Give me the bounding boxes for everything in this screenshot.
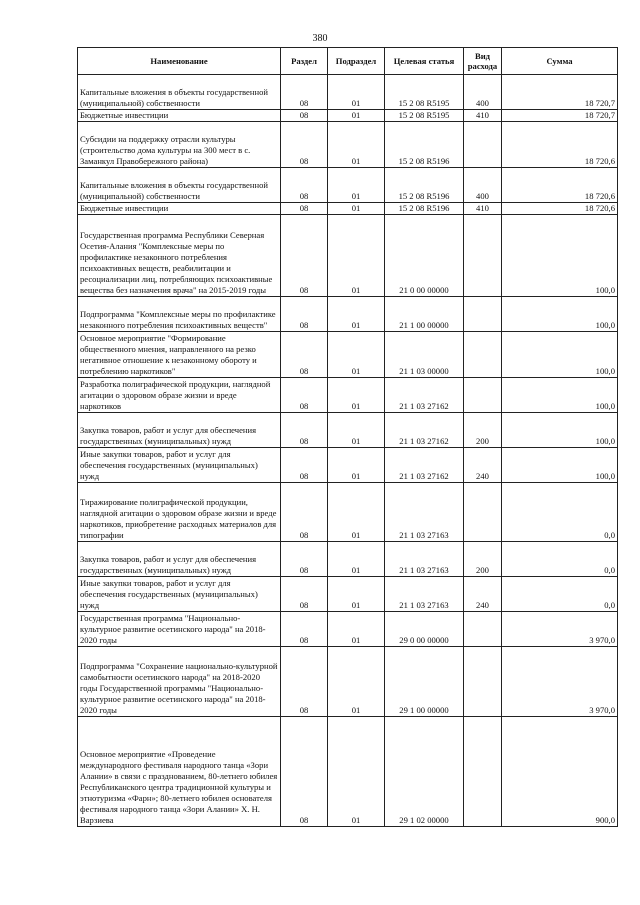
- row-type: [464, 612, 502, 647]
- table-header-row: [78, 48, 618, 75]
- table-row: [78, 448, 618, 483]
- row-amount: 18 720,6: [502, 122, 618, 168]
- row-subsection: 01: [328, 215, 385, 297]
- row-subsection: 01: [328, 75, 385, 110]
- row-target: 21 1 00 00000: [385, 297, 464, 332]
- header-subsection: Подраздел: [328, 48, 385, 75]
- row-name: Закупка товаров, работ и услуг для обеспечения государственных (муниципальных) нужд: [78, 542, 281, 577]
- row-target: 29 1 02 00000: [385, 717, 464, 827]
- row-subsection: 01: [328, 203, 385, 215]
- header-expense-type: Вид расхода: [464, 48, 502, 75]
- row-section: 08: [281, 448, 328, 483]
- row-subsection: 01: [328, 448, 385, 483]
- row-name: Иные закупки товаров, работ и услуг для обеспечения государственных (муниципальных) нужд: [78, 448, 281, 483]
- row-section: 08: [281, 542, 328, 577]
- row-type: [464, 215, 502, 297]
- row-type: [464, 483, 502, 542]
- row-amount: 18 720,7: [502, 75, 618, 110]
- row-target: 21 1 03 27163: [385, 542, 464, 577]
- row-name: Субсидии на поддержку отрасли культуры (строительство дома культуры на 300 мест в с. Заманкул Правобережного района): [78, 122, 281, 168]
- row-type: 200: [464, 413, 502, 448]
- budget-table: [77, 47, 618, 827]
- row-subsection: 01: [328, 717, 385, 827]
- row-target: 15 2 08 R5196: [385, 203, 464, 215]
- table-row: [78, 215, 618, 297]
- row-name: Разработка полиграфической продукции, наглядной агитации о здоровом образе жизни и вреде наркотиков: [78, 378, 281, 413]
- row-target: 21 0 00 00000: [385, 215, 464, 297]
- row-section: 08: [281, 75, 328, 110]
- page-number: 380: [312, 33, 328, 44]
- row-type: [464, 332, 502, 378]
- table-row: [78, 297, 618, 332]
- row-type: [464, 378, 502, 413]
- row-amount: 900,0: [502, 717, 618, 827]
- table-row: [78, 717, 618, 827]
- row-amount: 100,0: [502, 448, 618, 483]
- row-name: Капитальные вложения в объекты государственной (муниципальной) собственности: [78, 75, 281, 110]
- row-subsection: 01: [328, 122, 385, 168]
- row-section: 08: [281, 297, 328, 332]
- row-section: 08: [281, 647, 328, 717]
- row-amount: 0,0: [502, 483, 618, 542]
- row-section: 08: [281, 122, 328, 168]
- row-type: 410: [464, 203, 502, 215]
- header-target-article: Целевая статья: [385, 48, 464, 75]
- row-amount: 100,0: [502, 332, 618, 378]
- table-row: [78, 110, 618, 122]
- row-name: Иные закупки товаров, работ и услуг для обеспечения государственных (муниципальных) нужд: [78, 577, 281, 612]
- row-amount: 0,0: [502, 577, 618, 612]
- row-subsection: 01: [328, 332, 385, 378]
- row-target: 21 1 03 00000: [385, 332, 464, 378]
- row-amount: 3 970,0: [502, 647, 618, 717]
- row-type: [464, 717, 502, 827]
- row-target: 21 1 03 27162: [385, 413, 464, 448]
- row-section: 08: [281, 168, 328, 203]
- row-name: Государственная программа Республики Северная Осетия-Алания "Комплексные меры по профилактике незаконного потребления психоактивных веществ, реабилитации и ресоциализации лиц, потребляющих психоактивные вещества без назначения врача" на 2015-2019 годы: [78, 215, 281, 297]
- row-type: 200: [464, 542, 502, 577]
- table-row: [78, 542, 618, 577]
- row-section: 08: [281, 413, 328, 448]
- row-subsection: 01: [328, 647, 385, 717]
- row-target: 15 2 08 R5195: [385, 110, 464, 122]
- header-section: Раздел: [281, 48, 328, 75]
- row-section: 08: [281, 215, 328, 297]
- table-row: [78, 75, 618, 110]
- row-amount: 0,0: [502, 542, 618, 577]
- row-target: 21 1 03 27162: [385, 378, 464, 413]
- row-subsection: 01: [328, 542, 385, 577]
- row-amount: 100,0: [502, 413, 618, 448]
- row-section: 08: [281, 378, 328, 413]
- row-type: 240: [464, 577, 502, 612]
- row-target: 15 2 08 R5195: [385, 75, 464, 110]
- row-section: 08: [281, 110, 328, 122]
- row-section: 08: [281, 483, 328, 542]
- row-section: 08: [281, 332, 328, 378]
- row-target: 21 1 03 27163: [385, 577, 464, 612]
- row-name: Основное мероприятие «Проведение международного фестиваля народного танца «Зори Алании» в связи с празднованием, 80-летнего юбилея Республиканского центра традиционной культуры и этнотуризма «Фарн»; 80-летнего юбилея основателя фестиваля народного танца «Зори Алании» Х. Н. Варзиева: [78, 717, 281, 827]
- row-target: 29 0 00 00000: [385, 612, 464, 647]
- row-amount: 18 720,6: [502, 203, 618, 215]
- row-section: 08: [281, 577, 328, 612]
- row-section: 08: [281, 717, 328, 827]
- row-type: [464, 297, 502, 332]
- row-name: Тиражирование полиграфической продукции, наглядной агитации о здоровом образе жизни и вреде наркотиков, приобретение расходных материалов для типографии: [78, 483, 281, 542]
- row-type: 400: [464, 75, 502, 110]
- row-name: Бюджетные инвестиции: [78, 110, 281, 122]
- row-target: 21 1 03 27162: [385, 448, 464, 483]
- header-name: Наименование: [78, 48, 281, 75]
- row-target: 15 2 08 R5196: [385, 168, 464, 203]
- row-subsection: 01: [328, 612, 385, 647]
- table-row: [78, 612, 618, 647]
- row-type: 240: [464, 448, 502, 483]
- row-type: 410: [464, 110, 502, 122]
- table-row: [78, 332, 618, 378]
- row-subsection: 01: [328, 378, 385, 413]
- row-subsection: 01: [328, 297, 385, 332]
- row-name: Основное мероприятие "Формирование общественного мнения, направленного на резко негативное отношение к незаконному обороту и потреблению наркотиков": [78, 332, 281, 378]
- row-name: Подпрограмма "Комплексные меры по профилактике незаконного потребления психоактивных веществ": [78, 297, 281, 332]
- row-subsection: 01: [328, 168, 385, 203]
- row-target: 15 2 08 R5196: [385, 122, 464, 168]
- row-name: Капитальные вложения в объекты государственной (муниципальной) собственности: [78, 168, 281, 203]
- table-row: [78, 577, 618, 612]
- table-row: [78, 483, 618, 542]
- row-amount: 100,0: [502, 215, 618, 297]
- row-name: Подпрограмма "Сохранение национально-культурной самобытности осетинского народа" на 2018-2020 годы Государственной программы "Национально-культурное развитие осетинского народа" на 2018-2020 годы: [78, 647, 281, 717]
- row-section: 08: [281, 203, 328, 215]
- table-row: [78, 122, 618, 168]
- row-type: 400: [464, 168, 502, 203]
- table-row: [78, 168, 618, 203]
- row-amount: 100,0: [502, 378, 618, 413]
- row-amount: 18 720,6: [502, 168, 618, 203]
- row-type: [464, 122, 502, 168]
- row-subsection: 01: [328, 110, 385, 122]
- row-subsection: 01: [328, 413, 385, 448]
- table-row: [78, 413, 618, 448]
- row-amount: 100,0: [502, 297, 618, 332]
- row-target: 29 1 00 00000: [385, 647, 464, 717]
- row-amount: 3 970,0: [502, 612, 618, 647]
- row-amount: 18 720,7: [502, 110, 618, 122]
- row-subsection: 01: [328, 483, 385, 542]
- row-name: Государственная программа "Национально-культурное развитие осетинского народа" на 2018-2020 годы: [78, 612, 281, 647]
- table-row: [78, 203, 618, 215]
- row-subsection: 01: [328, 577, 385, 612]
- row-section: 08: [281, 612, 328, 647]
- row-name: Закупка товаров, работ и услуг для обеспечения государственных (муниципальных) нужд: [78, 413, 281, 448]
- header-amount: Сумма: [502, 48, 618, 75]
- table-row: [78, 378, 618, 413]
- table-row: [78, 647, 618, 717]
- row-target: 21 1 03 27163: [385, 483, 464, 542]
- row-name: Бюджетные инвестиции: [78, 203, 281, 215]
- row-type: [464, 647, 502, 717]
